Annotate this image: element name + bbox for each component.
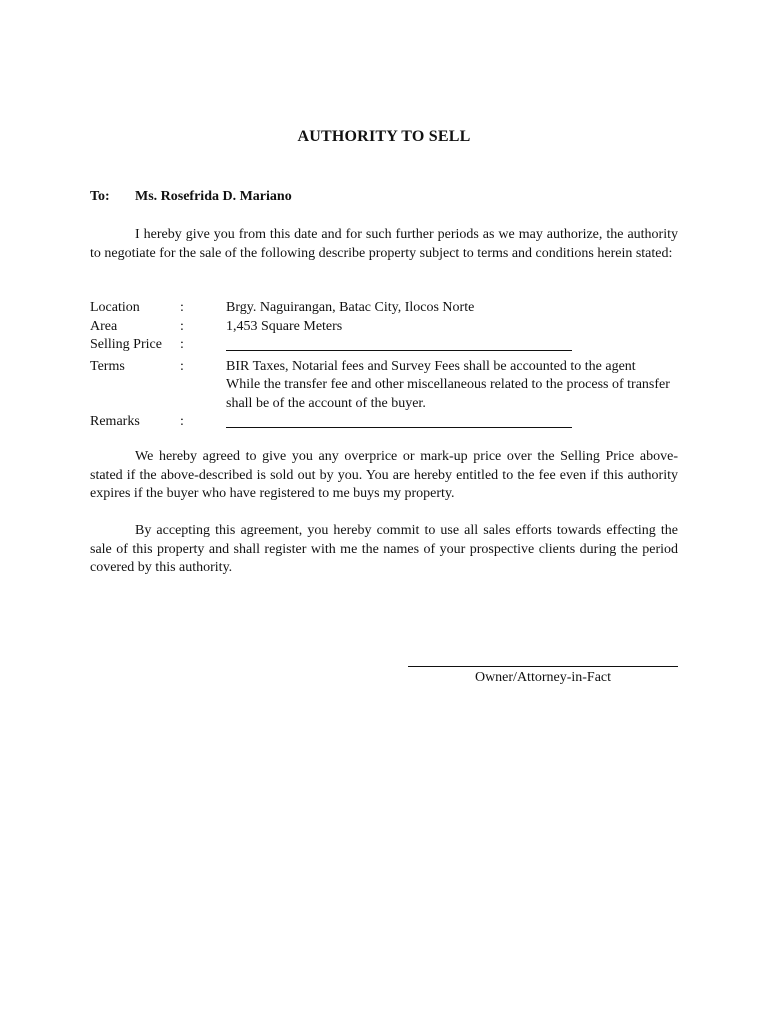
colon: :: [180, 318, 184, 334]
colon: :: [180, 414, 184, 429]
remarks-label: Remarks: [90, 414, 140, 429]
terms-row: [90, 358, 678, 414]
signature-line: [408, 666, 678, 667]
terms-value-2: While the transfer fee and other miscellaneous related to the process of transfer shall be of the account of the buyer.: [226, 377, 670, 411]
location-row: [90, 299, 678, 318]
area-label: Area: [90, 318, 118, 334]
area-value: 1,453 Square Meters: [226, 318, 343, 334]
signature-caption: Owner/Attorney-in-Fact: [474, 670, 612, 685]
selling-price-value: [226, 336, 678, 358]
selling-price-blank-line: [226, 336, 572, 351]
addressee-line: [90, 189, 292, 205]
to-label: To:: [90, 189, 110, 204]
area-row: [90, 318, 678, 337]
overprice-paragraph: We hereby agreed to give you any overprice or mark-up price over the Selling Price above-stated if the above-described is sold out by you. You are hereby entitled to the fee even if this authority expires if the buyer who have registered to me buys my property.: [90, 449, 678, 501]
colon: :: [180, 337, 184, 352]
terms-label: Terms: [90, 358, 125, 374]
remarks-blank-line: [226, 413, 572, 428]
terms-value-1: BIR Taxes, Notarial fees and Survey Fees shall be accounted to the agent: [226, 358, 636, 374]
remarks-value: [226, 413, 678, 435]
property-details: [90, 299, 678, 435]
remarks-row: [90, 413, 678, 435]
location-label: Location: [90, 300, 140, 315]
selling-price-row: [90, 336, 678, 358]
colon: :: [180, 358, 184, 374]
location-value: Brgy. Naguirangan, Batac City, Ilocos Norte: [226, 300, 475, 315]
selling-price-label: Selling Price: [90, 337, 162, 352]
addressee-name: Ms. Rosefrida D. Mariano: [135, 189, 292, 204]
document-title: AUTHORITY TO SELL: [297, 128, 471, 145]
intro-paragraph: I hereby give you from this date and for such further periods as we may authorize, the authority to negotiate for the sale of the following describe property subject to terms and conditions herein stated:: [90, 227, 678, 261]
colon: :: [180, 300, 184, 315]
agreement-paragraph: By accepting this agreement, you hereby commit to use all sales efforts towards effecting the sale of this property and shall register with me the names of your prospective clients during the period covered by this authority.: [90, 523, 678, 575]
